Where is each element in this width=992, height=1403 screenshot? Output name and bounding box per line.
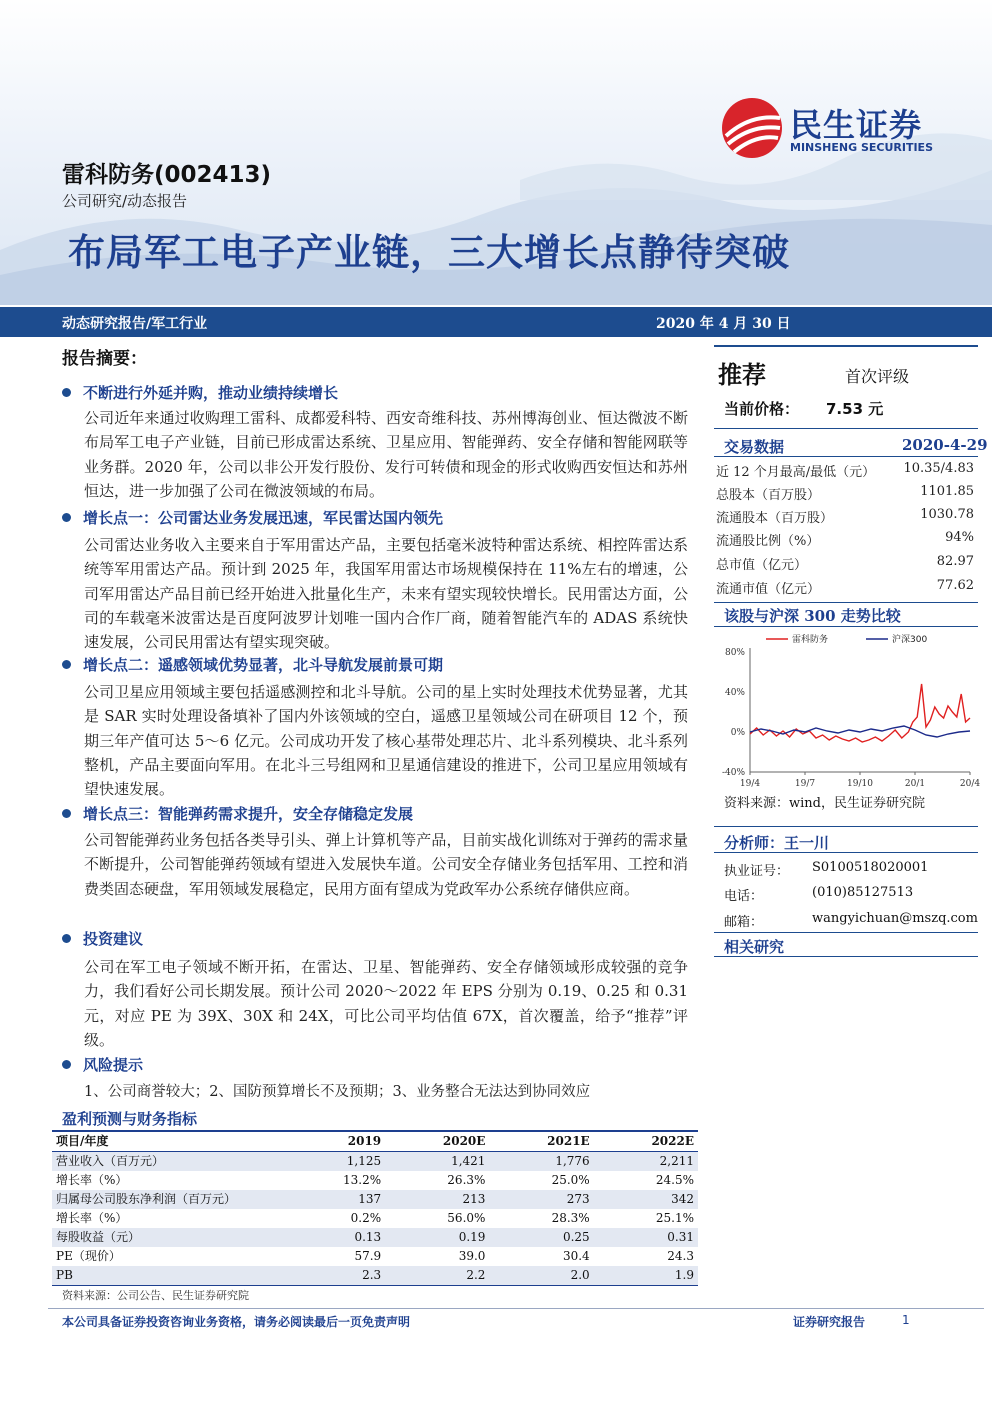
legend-label: 雷科防务 <box>792 635 829 645</box>
divider <box>714 626 978 627</box>
table-cell: 342 <box>594 1190 698 1209</box>
divider <box>714 852 978 853</box>
y-tick-label: 80% <box>724 648 745 658</box>
table-cell: 39.0 <box>458 1249 486 1263</box>
y-tick-label: 40% <box>724 688 745 698</box>
divider <box>714 345 978 347</box>
table-cell: 25.0% <box>551 1173 590 1187</box>
section-paragraph: 公司雷达业务收入主要来自于军用雷达产品，主要包括毫米波特种雷达系统、相控阵雷达系统等军用雷达产品。预计到 2025 年，我国军用雷达市场规模保持在 11%左右的增速，公司军用雷达产品目前已经开始进入批量化生产，未来有望实现较快增长。民用雷达方面，公司的车载毫米波雷达是百度阿波罗计划唯一国内合作厂商，随着智能汽车的 ADAS 系统快速发展，公司民用雷达有望实现突破。 <box>84 536 688 652</box>
stock-chart <box>716 630 981 790</box>
table-cell: 0.25 <box>489 1228 593 1247</box>
table-cell: 营业收入（百万元） <box>52 1152 290 1172</box>
logo-text: 民生证券 <box>790 106 923 144</box>
table-header-cell: 2020E <box>385 1131 489 1152</box>
banner-category: 动态研究报告/军工行业 <box>62 316 208 332</box>
table-header-cell: 2021E <box>489 1131 593 1152</box>
chart-title: 该股与沪深 300 走势比较 <box>724 607 901 625</box>
table-row <box>52 1152 698 1172</box>
table-source: 资料来源：公司公告、民生证券研究院 <box>62 1289 249 1302</box>
table-cell: 1,421 <box>385 1152 489 1172</box>
table-cell: 30.4 <box>562 1249 590 1263</box>
finance-title: 盈利预测与财务指标 <box>62 1110 198 1128</box>
table-cell: 137 <box>290 1190 385 1209</box>
table-header-cell: 2022E <box>594 1131 698 1152</box>
table-cell: 13.2% <box>343 1173 382 1187</box>
trading-row: 流通市值（亿元） 77.62 <box>716 578 974 597</box>
table-cell: 0.31 <box>594 1228 698 1247</box>
footer-disclaimer: 本公司具备证券投资咨询业务资格，请务必阅读最后一页免责声明 <box>62 1315 411 1329</box>
table-cell: 56.0% <box>447 1211 486 1225</box>
table-cell: 2.3 <box>290 1266 385 1286</box>
table-cell: 273 <box>489 1190 593 1209</box>
bullet-icon <box>62 1060 71 1069</box>
table-row <box>52 1266 698 1286</box>
table-cell: 0.19 <box>385 1228 489 1247</box>
table-cell: 2.0 <box>489 1266 593 1286</box>
table-row <box>52 1171 698 1190</box>
bullet-icon <box>62 513 71 522</box>
table-cell: 1,776 <box>489 1152 593 1172</box>
chart-source: 资料来源：wind，民生证券研究院 <box>724 796 925 811</box>
trading-row: 流通股比例（%） 94% <box>716 530 974 549</box>
section-heading: 增长点二：遥感领域优势显著，北斗导航发展前景可期 <box>62 654 443 675</box>
section-heading: 增长点三：智能弹药需求提升，安全存储稳定发展 <box>62 803 413 824</box>
table-cell: 归属母公司股东净利润（百万元） <box>52 1190 290 1209</box>
divider <box>714 428 978 429</box>
bullet-icon <box>62 809 71 818</box>
table-cell: 25.1% <box>655 1211 694 1225</box>
table-cell: 每股收益（元） <box>52 1228 290 1247</box>
divider <box>714 932 978 933</box>
related-research-title: 相关研究 <box>724 938 785 956</box>
rating-note: 首次评级 <box>845 367 910 386</box>
table-cell: 1,125 <box>290 1152 385 1172</box>
logo-subtext: MINSHENG SECURITIES <box>790 141 933 154</box>
section-paragraph: 公司近年来通过收购理工雷科、成都爱科特、西安奇维科技、苏州博海创业、恒达微波不断布局军工电子产业链，目前已形成雷达系统、卫星应用、智能弹药、安全存储和智能网联等业务群。2020 年，公司以非公开发行股份、发行可转债和现金的形式收购西安恒达和苏州恒达，进一步加强了公司在微波领域的布局。 <box>84 409 688 500</box>
divider <box>714 456 978 457</box>
divider <box>714 956 978 957</box>
x-tick-label: 19/10 <box>847 779 873 789</box>
table-cell: 增长率（%） <box>56 1173 128 1187</box>
divider <box>714 602 978 603</box>
trading-row: 总股本（百万股） 1101.85 <box>716 484 974 503</box>
table-cell: 0.13 <box>290 1228 385 1247</box>
x-tick-label: 20/1 <box>904 779 926 789</box>
section-paragraph: 1、公司商誉较大；2、国防预算增长不及预期；3、业务整合无法达到协同效应 <box>84 1084 591 1100</box>
analyst-title: 分析师：王一川 <box>724 834 830 852</box>
table-cell: 2.2 <box>385 1266 489 1286</box>
bullet-icon <box>62 934 71 943</box>
footer-label: 证券研究报告 <box>793 1315 866 1329</box>
minsheng-logo-icon <box>720 96 784 160</box>
analyst-phone-label: 电话： <box>724 889 764 904</box>
page-number: 1 <box>902 1313 910 1327</box>
table-row <box>52 1190 698 1209</box>
analyst-cert-value: S0100518020001 <box>812 860 929 875</box>
table-cell: 57.9 <box>354 1249 382 1263</box>
y-tick-label: -40% <box>721 768 745 778</box>
table-cell: 24.5% <box>655 1173 694 1187</box>
section-heading: 增长点一：公司雷达业务发展迅速，军民雷达国内领先 <box>62 507 443 528</box>
table-cell: 213 <box>385 1190 489 1209</box>
table-cell: PE（现价） <box>56 1249 121 1263</box>
section-paragraph: 公司智能弹药业务包括各类导引头、弹上计算机等产品，目前实战化训练对于弹药的需求量不断提升，公司智能弹药领域有望进入发展快车道。公司安全存储业务包括军用、工控和消费类固态硬盘，军用领域发展稳定，民用方面有望成为党政军办公系统存储供应商。 <box>84 831 688 898</box>
legend-label: 沪深300 <box>892 635 928 645</box>
table-cell: 24.3 <box>667 1249 694 1263</box>
table-cell: 增长率（%） <box>56 1211 128 1225</box>
analyst-cert-label: 执业证号： <box>724 864 790 879</box>
trading-title: 交易数据 <box>724 438 785 456</box>
finance-table <box>52 1130 698 1286</box>
table-header-cell: 2019 <box>290 1131 385 1152</box>
x-tick-label: 19/7 <box>794 779 816 789</box>
table-row <box>52 1228 698 1247</box>
company-name: 雷科防务(002413) <box>62 162 272 188</box>
table-cell: 26.3% <box>447 1173 486 1187</box>
table-row <box>52 1247 698 1266</box>
section-paragraph: 公司在军工电子领域不断开拓，在雷达、卫星、智能弹药、安全存储领域形成较强的竞争力，我们看好公司长期发展。预计公司 2020～2022 年 EPS 分别为 0.19、0.25 和 0.31 元，对应 PE 为 39X、30X 和 24X，可比公司平均估值 67X，首次覆盖，给予“推荐”评级。 <box>84 958 688 1049</box>
trading-row: 总市值（亿元） 82.97 <box>716 554 974 573</box>
report-type: 公司研究/动态报告 <box>62 192 188 210</box>
bullet-icon <box>62 660 71 669</box>
divider <box>714 826 978 827</box>
analyst-email-label: 邮箱： <box>724 915 764 930</box>
x-tick-label: 19/4 <box>739 779 761 789</box>
section-heading: 投资建议 <box>62 928 143 949</box>
section-heading: 不断进行外延并购，推动业绩持续增长 <box>62 382 338 403</box>
x-tick-label: 20/4 <box>959 779 981 789</box>
rating-label: 推荐 <box>718 361 766 389</box>
summary-title: 报告摘要： <box>62 349 147 369</box>
table-cell: 28.3% <box>551 1211 590 1225</box>
table-cell: 1.9 <box>594 1266 698 1286</box>
table-header-cell: 项目/年度 <box>52 1131 290 1152</box>
y-tick-label: 0% <box>730 728 745 738</box>
price-label: 当前价格： <box>724 400 800 418</box>
footer-divider <box>48 1308 984 1309</box>
table-cell: PB <box>52 1266 290 1286</box>
analyst-phone-value: (010)85127513 <box>812 885 914 900</box>
table-header <box>52 1131 698 1152</box>
section-heading: 风险提示 <box>62 1054 143 1075</box>
trading-row: 近 12 个月最高/最低（元） 10.35/4.83 <box>716 461 974 480</box>
analyst-email-link[interactable]: wangyichuan@mszq.com <box>812 911 978 926</box>
section-paragraph: 公司卫星应用领域主要包括遥感测控和北斗导航。公司的星上实时处理技术优势显著，尤其是 SAR 实时处理设备填补了国内外该领域的空白，遥感卫星领域公司在研项目 12 个，预期三年产值可达 5～6 亿元。公司成功开发了核心基带处理芯片、北斗系列模块、北斗系列整机，产品主要面向军用。在北斗三号组网和卫星通信建设的推进下，公司卫星应用领域有望快速发展。 <box>84 683 688 799</box>
table-cell: 2,211 <box>594 1152 698 1172</box>
table-cell: 0.2% <box>350 1211 382 1225</box>
trading-date: 2020-4-29 <box>902 436 988 454</box>
price-value: 7.53 元 <box>826 400 884 418</box>
page-title: 布局军工电子产业链，三大增长点静待突破 <box>68 231 790 274</box>
bullet-icon <box>62 388 71 397</box>
table-row <box>52 1209 698 1228</box>
trading-row: 流通股本（百万股） 1030.78 <box>716 507 974 526</box>
banner-date: 2020 年 4 月 30 日 <box>656 316 791 332</box>
